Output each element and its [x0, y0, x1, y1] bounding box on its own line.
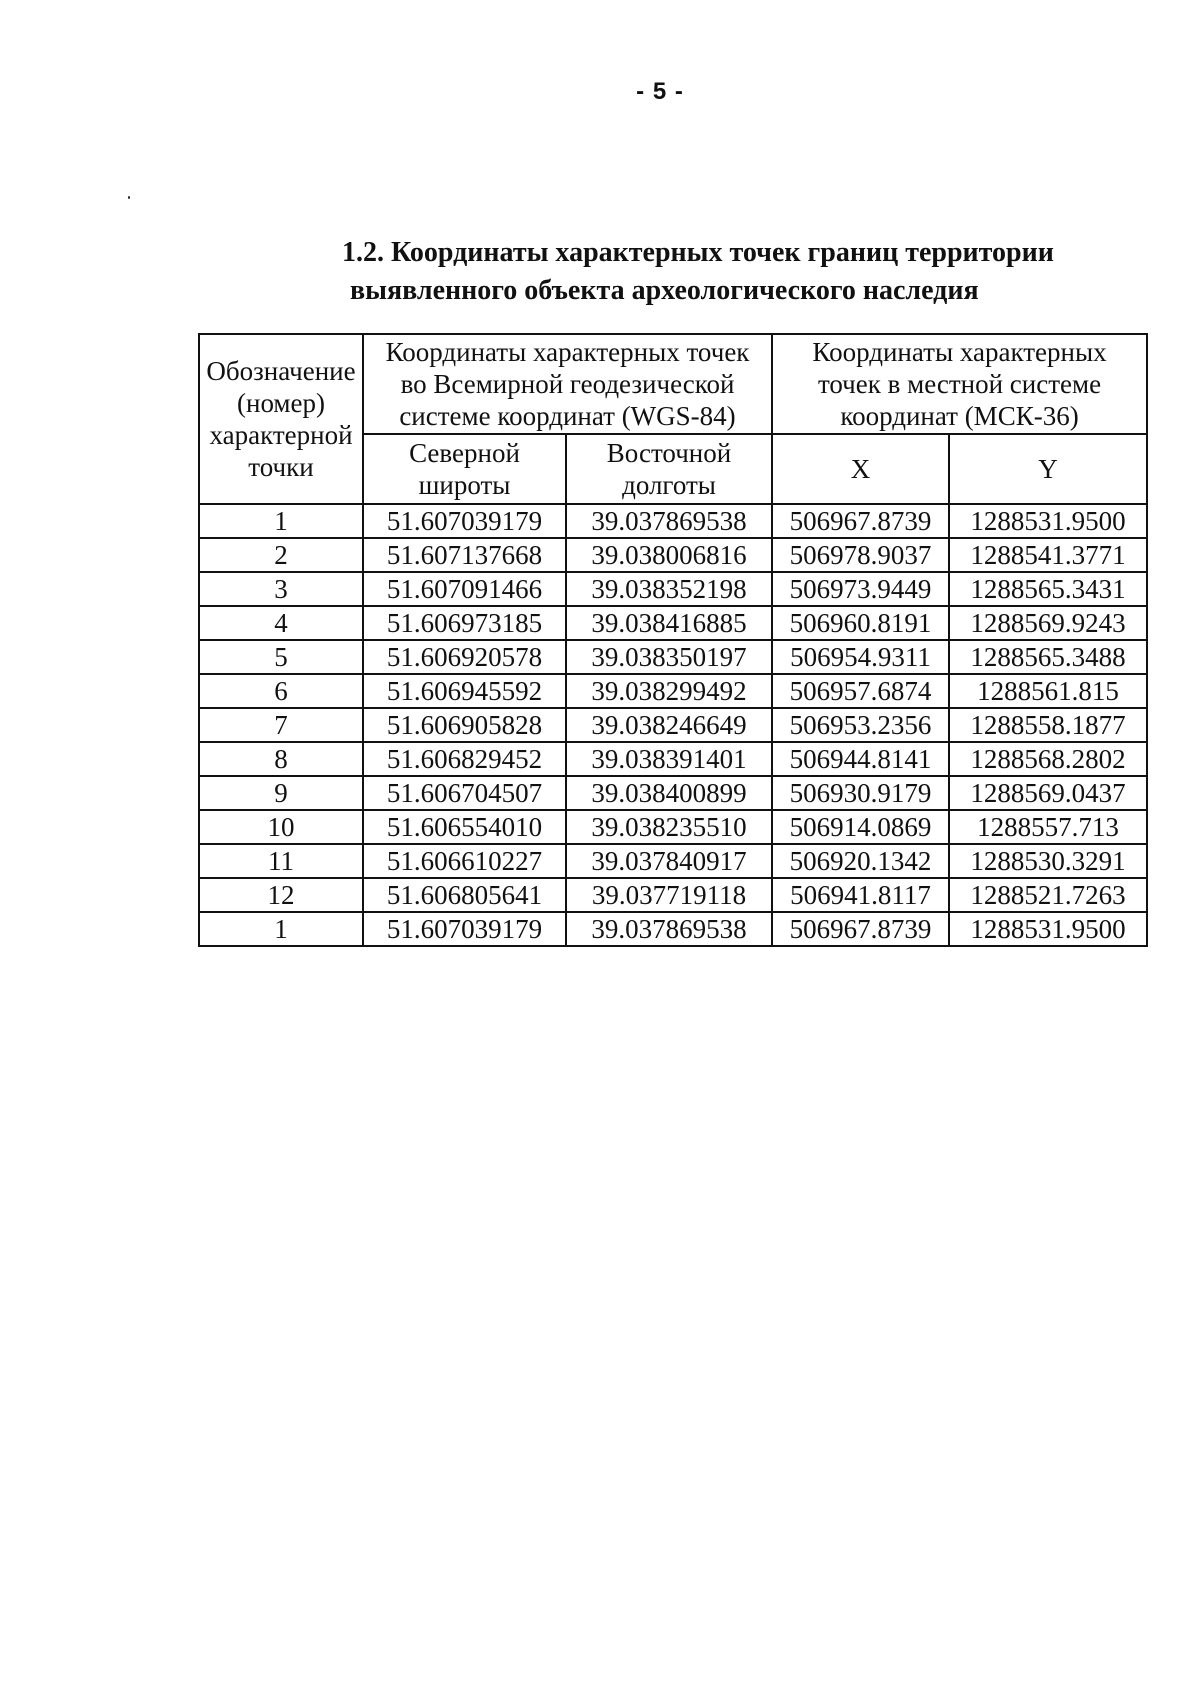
cell-east-longitude: 39.038246649 [566, 708, 772, 742]
cell-point-number: 2 [199, 538, 363, 572]
cell-east-longitude: 39.038299492 [566, 674, 772, 708]
cell-y: 1288557.713 [949, 810, 1147, 844]
cell-east-longitude: 39.037840917 [566, 844, 772, 878]
cell-east-longitude: 39.038235510 [566, 810, 772, 844]
table-row [199, 878, 1147, 912]
cell-y: 1288558.1877 [949, 708, 1147, 742]
cell-x: 506954.9311 [772, 640, 949, 674]
cell-y: 1288521.7263 [949, 878, 1147, 912]
table-row [199, 742, 1147, 776]
cell-east-longitude: 39.038006816 [566, 538, 772, 572]
header-designation [199, 334, 363, 504]
scan-speck [128, 196, 130, 199]
cell-point-number: 9 [199, 776, 363, 810]
cell-point-number: 10 [199, 810, 363, 844]
cell-north-latitude: 51.606805641 [363, 878, 566, 912]
cell-point-number: 6 [199, 674, 363, 708]
section-heading [342, 234, 1054, 310]
cell-point-number: 1 [199, 504, 363, 538]
cell-east-longitude: 39.038350197 [566, 640, 772, 674]
cell-point-number: 5 [199, 640, 363, 674]
cell-north-latitude: 51.607137668 [363, 538, 566, 572]
cell-x: 506967.8739 [772, 504, 949, 538]
header-east-l1: Восточной [606, 438, 732, 468]
cell-east-longitude: 39.037719118 [566, 878, 772, 912]
cell-north-latitude: 51.606704507 [363, 776, 566, 810]
header-north-l2: широты [418, 470, 511, 500]
header-y: Y [949, 434, 1147, 504]
cell-x: 506920.1342 [772, 844, 949, 878]
cell-y: 1288530.3291 [949, 844, 1147, 878]
table-row [199, 538, 1147, 572]
cell-y: 1288569.9243 [949, 606, 1147, 640]
cell-east-longitude: 39.037869538 [566, 504, 772, 538]
cell-east-longitude: 39.038352198 [566, 572, 772, 606]
header-msk36-l3: координат (МСК-36) [840, 401, 1079, 431]
table-row [199, 674, 1147, 708]
cell-y: 1288531.9500 [949, 912, 1147, 946]
header-wgs84 [363, 334, 772, 434]
cell-x: 506967.8739 [772, 912, 949, 946]
header-wgs84-l1: Координаты характерных точек [385, 337, 750, 367]
cell-north-latitude: 51.606945592 [363, 674, 566, 708]
table-row [199, 810, 1147, 844]
cell-x: 506930.9179 [772, 776, 949, 810]
header-designation-l4: точки [248, 452, 314, 482]
cell-x: 506941.8117 [772, 878, 949, 912]
cell-y: 1288531.9500 [949, 504, 1147, 538]
cell-x: 506914.0869 [772, 810, 949, 844]
cell-y: 1288561.815 [949, 674, 1147, 708]
header-north-l1: Северной [409, 438, 520, 468]
table-row [199, 844, 1147, 878]
cell-north-latitude: 51.607039179 [363, 504, 566, 538]
cell-point-number: 7 [199, 708, 363, 742]
header-wgs84-l2: во Всемирной геодезической [400, 369, 735, 399]
table-row [199, 776, 1147, 810]
header-designation-l3: характерной [209, 420, 353, 450]
cell-north-latitude: 51.606829452 [363, 742, 566, 776]
cell-north-latitude: 51.607039179 [363, 912, 566, 946]
header-wgs84-l3: системе координат (WGS-84) [399, 401, 736, 431]
cell-y: 1288541.3771 [949, 538, 1147, 572]
header-msk36-l2: точек в местной системе [817, 369, 1102, 399]
cell-y: 1288569.0437 [949, 776, 1147, 810]
cell-east-longitude: 39.038400899 [566, 776, 772, 810]
heading-line-1: 1.2. Координаты характерных точек границ территории [342, 237, 1054, 268]
table-row [199, 606, 1147, 640]
cell-north-latitude: 51.607091466 [363, 572, 566, 606]
header-msk36-l1: Координаты характерных [812, 337, 1107, 367]
cell-x: 506953.2356 [772, 708, 949, 742]
coordinates-table [198, 333, 1148, 947]
cell-point-number: 4 [199, 606, 363, 640]
page-number: - 5 - [636, 78, 684, 105]
cell-x: 506960.8191 [772, 606, 949, 640]
cell-north-latitude: 51.606905828 [363, 708, 566, 742]
heading-line-2: выявленного объекта археологического наследия [350, 275, 979, 306]
cell-y: 1288565.3488 [949, 640, 1147, 674]
cell-point-number: 11 [199, 844, 363, 878]
cell-north-latitude: 51.606554010 [363, 810, 566, 844]
cell-east-longitude: 39.038391401 [566, 742, 772, 776]
table-row [199, 504, 1147, 538]
cell-y: 1288565.3431 [949, 572, 1147, 606]
cell-x: 506973.9449 [772, 572, 949, 606]
cell-x: 506978.9037 [772, 538, 949, 572]
table-row [199, 572, 1147, 606]
header-msk36 [772, 334, 1147, 434]
cell-north-latitude: 51.606973185 [363, 606, 566, 640]
header-east-longitude [566, 434, 772, 504]
cell-east-longitude: 39.038416885 [566, 606, 772, 640]
header-x: X [772, 434, 949, 504]
header-east-l2: долготы [622, 470, 716, 500]
table-row [199, 640, 1147, 674]
cell-point-number: 3 [199, 572, 363, 606]
cell-point-number: 12 [199, 878, 363, 912]
header-designation-l1: Обозначение [206, 356, 356, 386]
header-designation-l2: (номер) [237, 388, 325, 418]
cell-x: 506957.6874 [772, 674, 949, 708]
cell-point-number: 1 [199, 912, 363, 946]
cell-y: 1288568.2802 [949, 742, 1147, 776]
cell-north-latitude: 51.606610227 [363, 844, 566, 878]
table-row [199, 912, 1147, 946]
table-row [199, 708, 1147, 742]
header-north-latitude [363, 434, 566, 504]
cell-point-number: 8 [199, 742, 363, 776]
cell-north-latitude: 51.606920578 [363, 640, 566, 674]
cell-east-longitude: 39.037869538 [566, 912, 772, 946]
cell-x: 506944.8141 [772, 742, 949, 776]
